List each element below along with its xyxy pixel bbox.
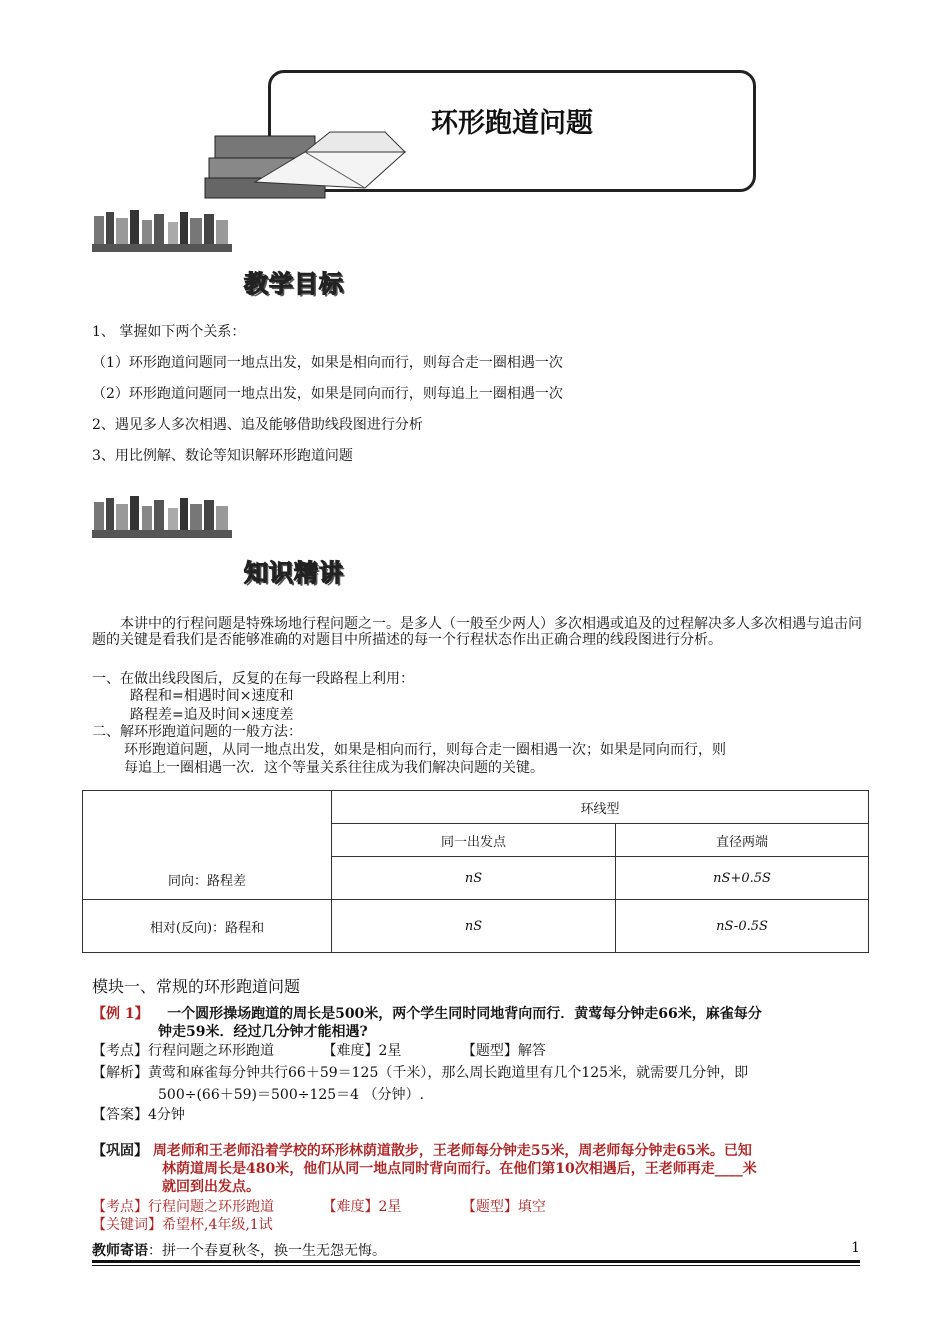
module-title: 模块一、常规的环形跑道问题 (92, 977, 301, 996)
meta-tag: 【难度】 (322, 1199, 379, 1215)
method-text: 环形跑道问题，从同一地点出发，如果是相向而行，则每合走一圈相遇一次；如果是同向而行，则 (124, 742, 726, 758)
meta-tag: 【题型】 (461, 1199, 518, 1215)
consolidate-text: 林荫道周长是480米，他们从同一地点同时背向而行。在他们第10次相遇后，王老师再走____米 (162, 1161, 757, 1177)
example-text: 钟走59米．经过几分钟才能相遇? (158, 1024, 368, 1040)
table-cell: nS (332, 857, 616, 900)
bookshelf-icon (92, 494, 232, 540)
footer-rule (92, 1260, 860, 1263)
example-meta (92, 1042, 862, 1060)
meta-tag: 【关键词】 (92, 1217, 162, 1233)
meta-value: 希望杯,4年级,1试 (162, 1217, 273, 1233)
goal-item: 1、 掌握如下两个关系： (92, 324, 246, 340)
meta-value: 填空 (517, 1199, 546, 1215)
knowledge-point: 二、解环形跑道问题的一般方法： (92, 724, 302, 740)
row-label: 相对(反向)：路程和 (83, 900, 332, 953)
goal-item: （1）环形跑道问题同一地点出发，如果是相向而行，则每合走一圈相遇一次 (92, 355, 563, 371)
formula: 路程差=追及时间×速度差 (130, 707, 294, 723)
relation-table (82, 790, 869, 953)
solution-text: 黄莺和麻雀每分钟共行66＋59＝125（千米），那么周长跑道里有几个125米，就需要几分钟，即 (148, 1065, 749, 1081)
table-cell (83, 791, 332, 900)
consolidate-keywords (92, 1216, 862, 1234)
consolidate-text: 周老师和王老师沿着学校的环形林荫道散步，王老师每分钟走55米，周老师每分钟走65米。已知 (152, 1143, 752, 1159)
meta-tag: 【难度】 (322, 1043, 379, 1059)
answer-text: 4分钟 (148, 1107, 185, 1123)
section-title-goals: 教学目标 (244, 270, 344, 298)
method-text: 每追上一圈相遇一次．这个等量关系往往成为我们解决问题的关键。 (124, 760, 544, 776)
meta-value: 2星 (378, 1043, 402, 1059)
meta-value: 行程问题之环形跑道 (148, 1043, 274, 1059)
table-header: 同一出发点 (332, 824, 616, 857)
goal-item: （2）环形跑道问题同一地点出发，如果是同向而行，则每追上一圈相遇一次 (92, 386, 563, 402)
meta-tag: 【题型】 (461, 1043, 518, 1059)
books-illustration (195, 122, 410, 202)
consolidate-tag: 【巩固】 (92, 1143, 148, 1159)
row-label: 同向：路程差 (167, 874, 246, 889)
page-title: 环形跑道问题 (431, 108, 593, 139)
consolidate-question (92, 1142, 862, 1196)
goal-item: 2、遇见多人多次相遇、追及能够借助线段图进行分析 (92, 417, 423, 433)
consolidate-meta (92, 1198, 862, 1216)
footer-rule (92, 1265, 860, 1266)
solution-text: 500÷(66＋59)＝500÷125＝4 （分钟）. (158, 1087, 424, 1103)
example-solution (92, 1062, 862, 1106)
goal-item: 3、用比例解、数论等知识解环形跑道问题 (92, 448, 353, 464)
knowledge-point: 一、在做出线段图后，反复的在每一段路程上利用： (92, 671, 414, 687)
example-question (92, 1005, 862, 1041)
bookshelf-icon (92, 208, 232, 254)
meta-tag: 【解析】 (92, 1065, 148, 1081)
meta-value: 2星 (378, 1199, 402, 1215)
page-number: 1 (851, 1240, 860, 1256)
table-header: 环线型 (332, 791, 869, 824)
example-tag: 【例 1】 (92, 1006, 149, 1022)
meta-tag: 【答案】 (92, 1107, 148, 1123)
section-title-knowledge: 知识精讲 (244, 559, 344, 587)
footer-text: ：拼一个春夏秋冬，换一生无怨无悔。 (148, 1243, 386, 1259)
consolidate-text: 就回到出发点。 (162, 1179, 260, 1195)
table-cell: nS (332, 900, 616, 953)
knowledge-intro: 本讲中的行程问题是特殊场地行程问题之一。是多人（一般至少两人）多次相遇或追及的过程解决多人多次相遇与追击问题的关键是看我们是否能够准确的对题目中所描述的每一个行程状态作出正确合理的线段图进行分析。 (92, 616, 862, 648)
formula: 路程和=相遇时间×速度和 (130, 688, 294, 704)
meta-tag: 【考点】 (92, 1043, 148, 1059)
footer-label: 教师寄语 (92, 1243, 148, 1259)
meta-value: 行程问题之环形跑道 (148, 1199, 274, 1215)
table-cell: nS-0.5S (616, 900, 869, 953)
table-header: 直径两端 (616, 824, 869, 857)
meta-tag: 【考点】 (92, 1199, 148, 1215)
example-answer (92, 1106, 862, 1124)
footer (92, 1240, 860, 1260)
example-text: 一个圆形操场跑道的周长是500米，两个学生同时同地背向而行．黄莺每分钟走66米，麻雀每分 (167, 1006, 762, 1022)
meta-value: 解答 (517, 1043, 546, 1059)
table-cell: nS+0.5S (616, 857, 869, 900)
